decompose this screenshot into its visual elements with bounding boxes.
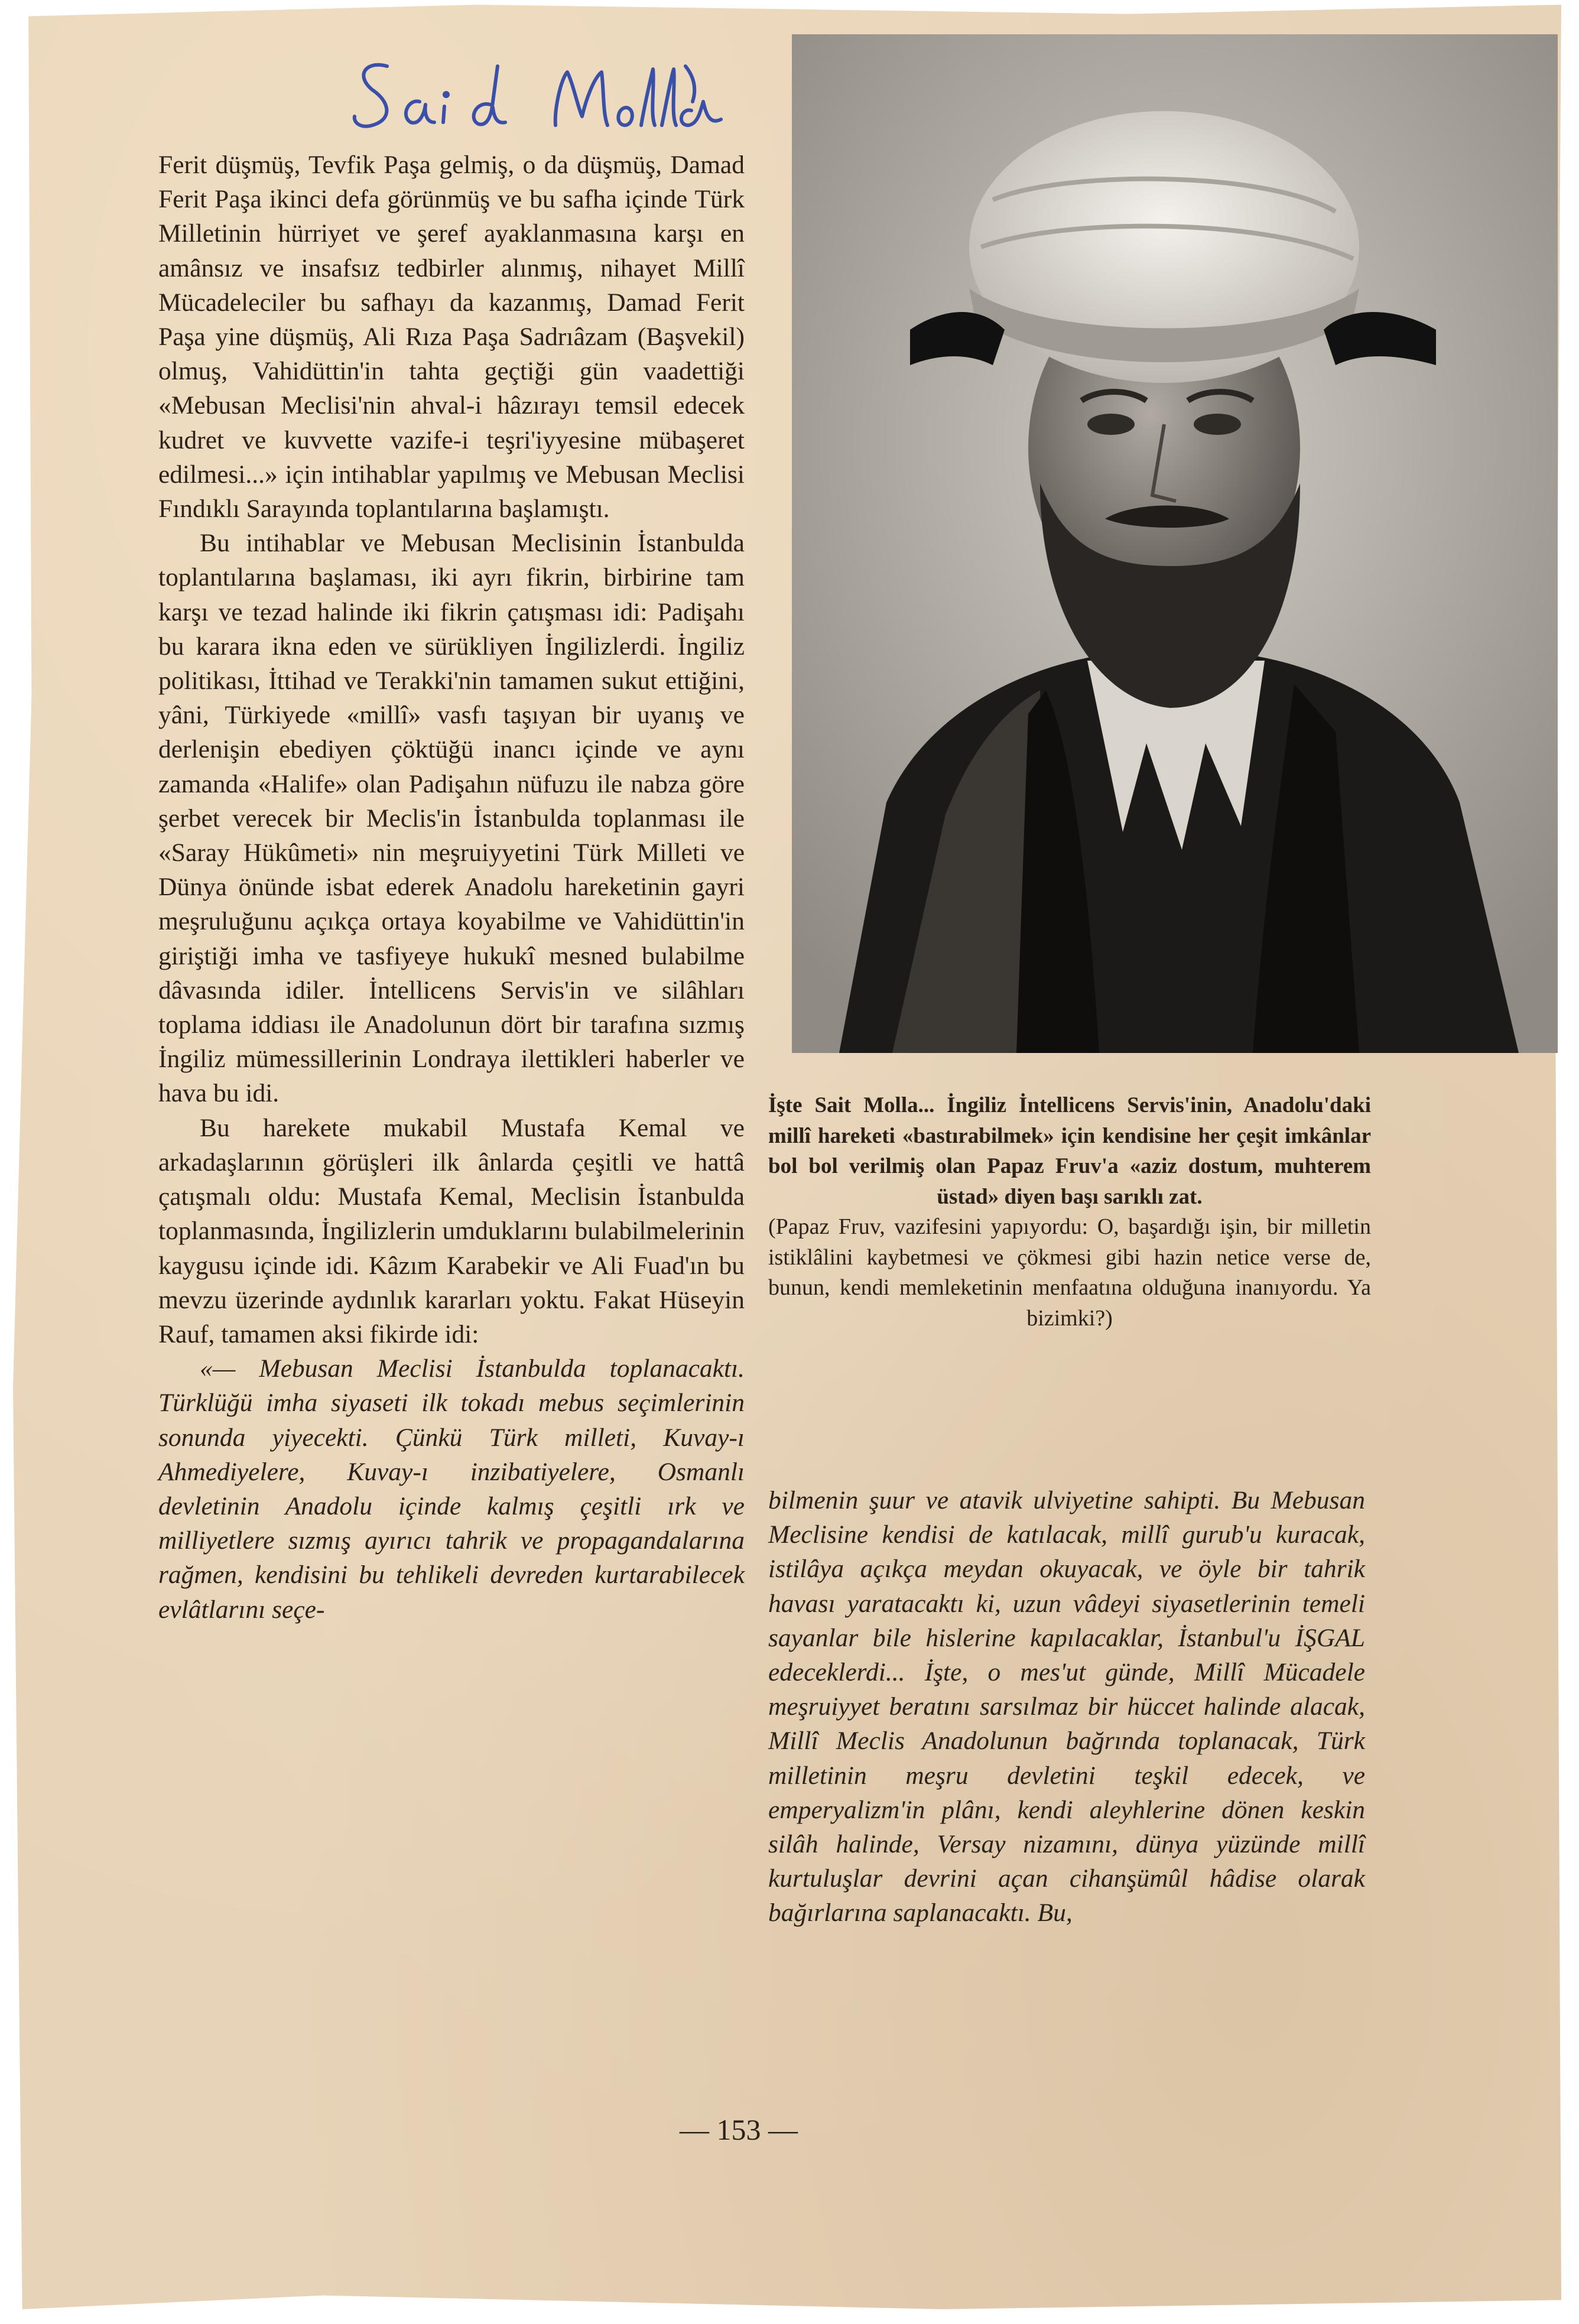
- caption-note: (Papaz Fruv, vazifesini yapıyordu: O, başardığı işin, bir milletin istiklâlini kaybetmesi ve çökmesi gibi hazin netice verse de, bunun, kendi memleketinin menfaatına olduğuna inanıyordu. Ya bizimki?): [768, 1214, 1371, 1331]
- handwritten-signature: [331, 43, 780, 161]
- left-paragraph-3: Bu harekete mukabil Mustafa Kemal ve arkadaşlarının görüşleri ilk ânlarda çeşitli ve hattâ çatışmalı oldu: Mustafa Kemal, Meclisin İstanbulda toplanmasında, İngilizlerin umduklarını bulabilmelerinin kaygusu içinde idi. Kâzım Karabekir ve Ali Fuad'ın bu mevzu üzerinde aydınlık kararları yoktu. Fakat Hüseyin Rauf, tamamen aksi fikirde idi:: [158, 1113, 745, 1348]
- quote-start: «— Mebusan Meclisi İstanbulda toplanacaktı. Türklüğü imha siyaseti ilk tokadı mebus seçimlerinin sonunda yiyecekti. Çünkü Türk milleti, Kuvay-ı Ahmediyelere, Kuvay-ı inzibatiyelere, Osmanlı devletinin Anadolu içinde kalmış çeşitli ırk ve milliyetlere sızmış ayırıcı tahrik ve propagandalarına rağmen, kendisini bu tehlikeli devreden kurtarabilecek evlâtlarını seçe-: [158, 1354, 745, 1624]
- left-column: [158, 148, 745, 1627]
- portrait-image: [792, 34, 1558, 1053]
- quote-continued: bilmenin şuur ve atavik ulviyetine sahipti. Bu Mebusan Meclisine kendisi de katılacak, millî gurub'u kuracak, istilâya açıkça meydan okuyacak, ve öyle bir tahrik havası yaratacaktı ki, uzun vâdeyi siyasetlerinin temeli sayanlar bile hislerine kapılacaklar, İstanbul'u İŞGAL edeceklerdi... İşte, o mes'ut günde, Millî Mücadele meşruiyyet beratını sarsılmaz bir hüccet halinde alacak, Millî Meclis Anadolunun bağrında toplanacak, Türk milletinin meşru devletini teşkil edecek, ve emperyalizm'in plânı, kendi aleyhlerine dönen keskin silâh halinde, Versay nizamını, dünya yüzünde millî kurtuluşlar devrini açan cihanşümûl hâdise olarak bağırlarına saplanacaktı. Bu,: [768, 1486, 1365, 1928]
- left-paragraph-2: Bu intihablar ve Mebusan Meclisinin İstanbulda toplantılarına başlaması, iki ayrı fikrin, birbirine tam karşı ve tezad halinde iki fikrin çatışması idi: Padişahı bu karara ikna eden ve sürükliyen İngilizlerdi. İngiliz politikası, İttihad ve Terakki'nin tamamen sukut ettiğini, yâni, Türkiyede «millî» vasfı taşıyan bir uyanış ve derlenişin ebediyen çöktüğü inancı içinde ve aynı zamanda «Halife» olan Padişahın nüfuzu ile nabza göre şerbet verecek bir Meclis'in İstanbulda toplanması ile «Saray Hükûmeti» nin meşruiyyetini Türk Milleti ve Dünya önünde isbat ederek Anadolu hareketinin gayri meşruluğunu açıkça ortaya koyabilme ve Vahidüttin'in giriştiği imha ve tasfiyeye hukukî mesned bulabilme dâvasında idiler. İntellicens Servis'in ve silâhları toplama iddiası ile Anadolunun dört bir tarafına sızmış İngiliz mümessillerinin Londraya ilettikleri haberler ve hava bu idi.: [158, 529, 745, 1108]
- portrait-photo: [792, 34, 1558, 1053]
- right-column: [768, 1483, 1365, 1930]
- page-number: — 153 —: [680, 2113, 798, 2146]
- photo-caption: [768, 1090, 1371, 1334]
- left-paragraph-1: Ferit düşmüş, Tevfik Paşa gelmiş, o da düşmüş, Damad Ferit Paşa ikinci defa görünmüş ve bu safha içinde Türk Milletinin hürriyet ve şeref ayaklanmasına karşı en amânsız ve insafsız tedbirler alınmış, nihayet Millî Mücadeleciler bu safhayı da kazanmış, Damad Ferit Paşa yine düşmüş, Ali Rıza Paşa Sadrıâzam (Başvekil) olmuş, Vahidüttin'in tahta geçtiği gün vaadettiği «Mebusan Meclisi'nin ahval-i hâzırayı temsil edecek kudret ve kuvvette vazife-i teşri'iyyesine mübaşeret edilmesi...» için intihablar yapılmış ve Mebusan Meclisi Fındıklı Sarayında toplantılarına başlamıştı.: [158, 151, 745, 524]
- caption-bold-text: İşte Sait Molla... İngiliz İntellicens Servis'inin, Anadolu'daki millî hareketi «bastırabilmek» için kendisine her çeşit imkânlar bol bol verilmiş olan Papaz Fruv'a «aziz dostum, muhterem üstad» diyen başı sarıklı zat.: [768, 1093, 1371, 1209]
